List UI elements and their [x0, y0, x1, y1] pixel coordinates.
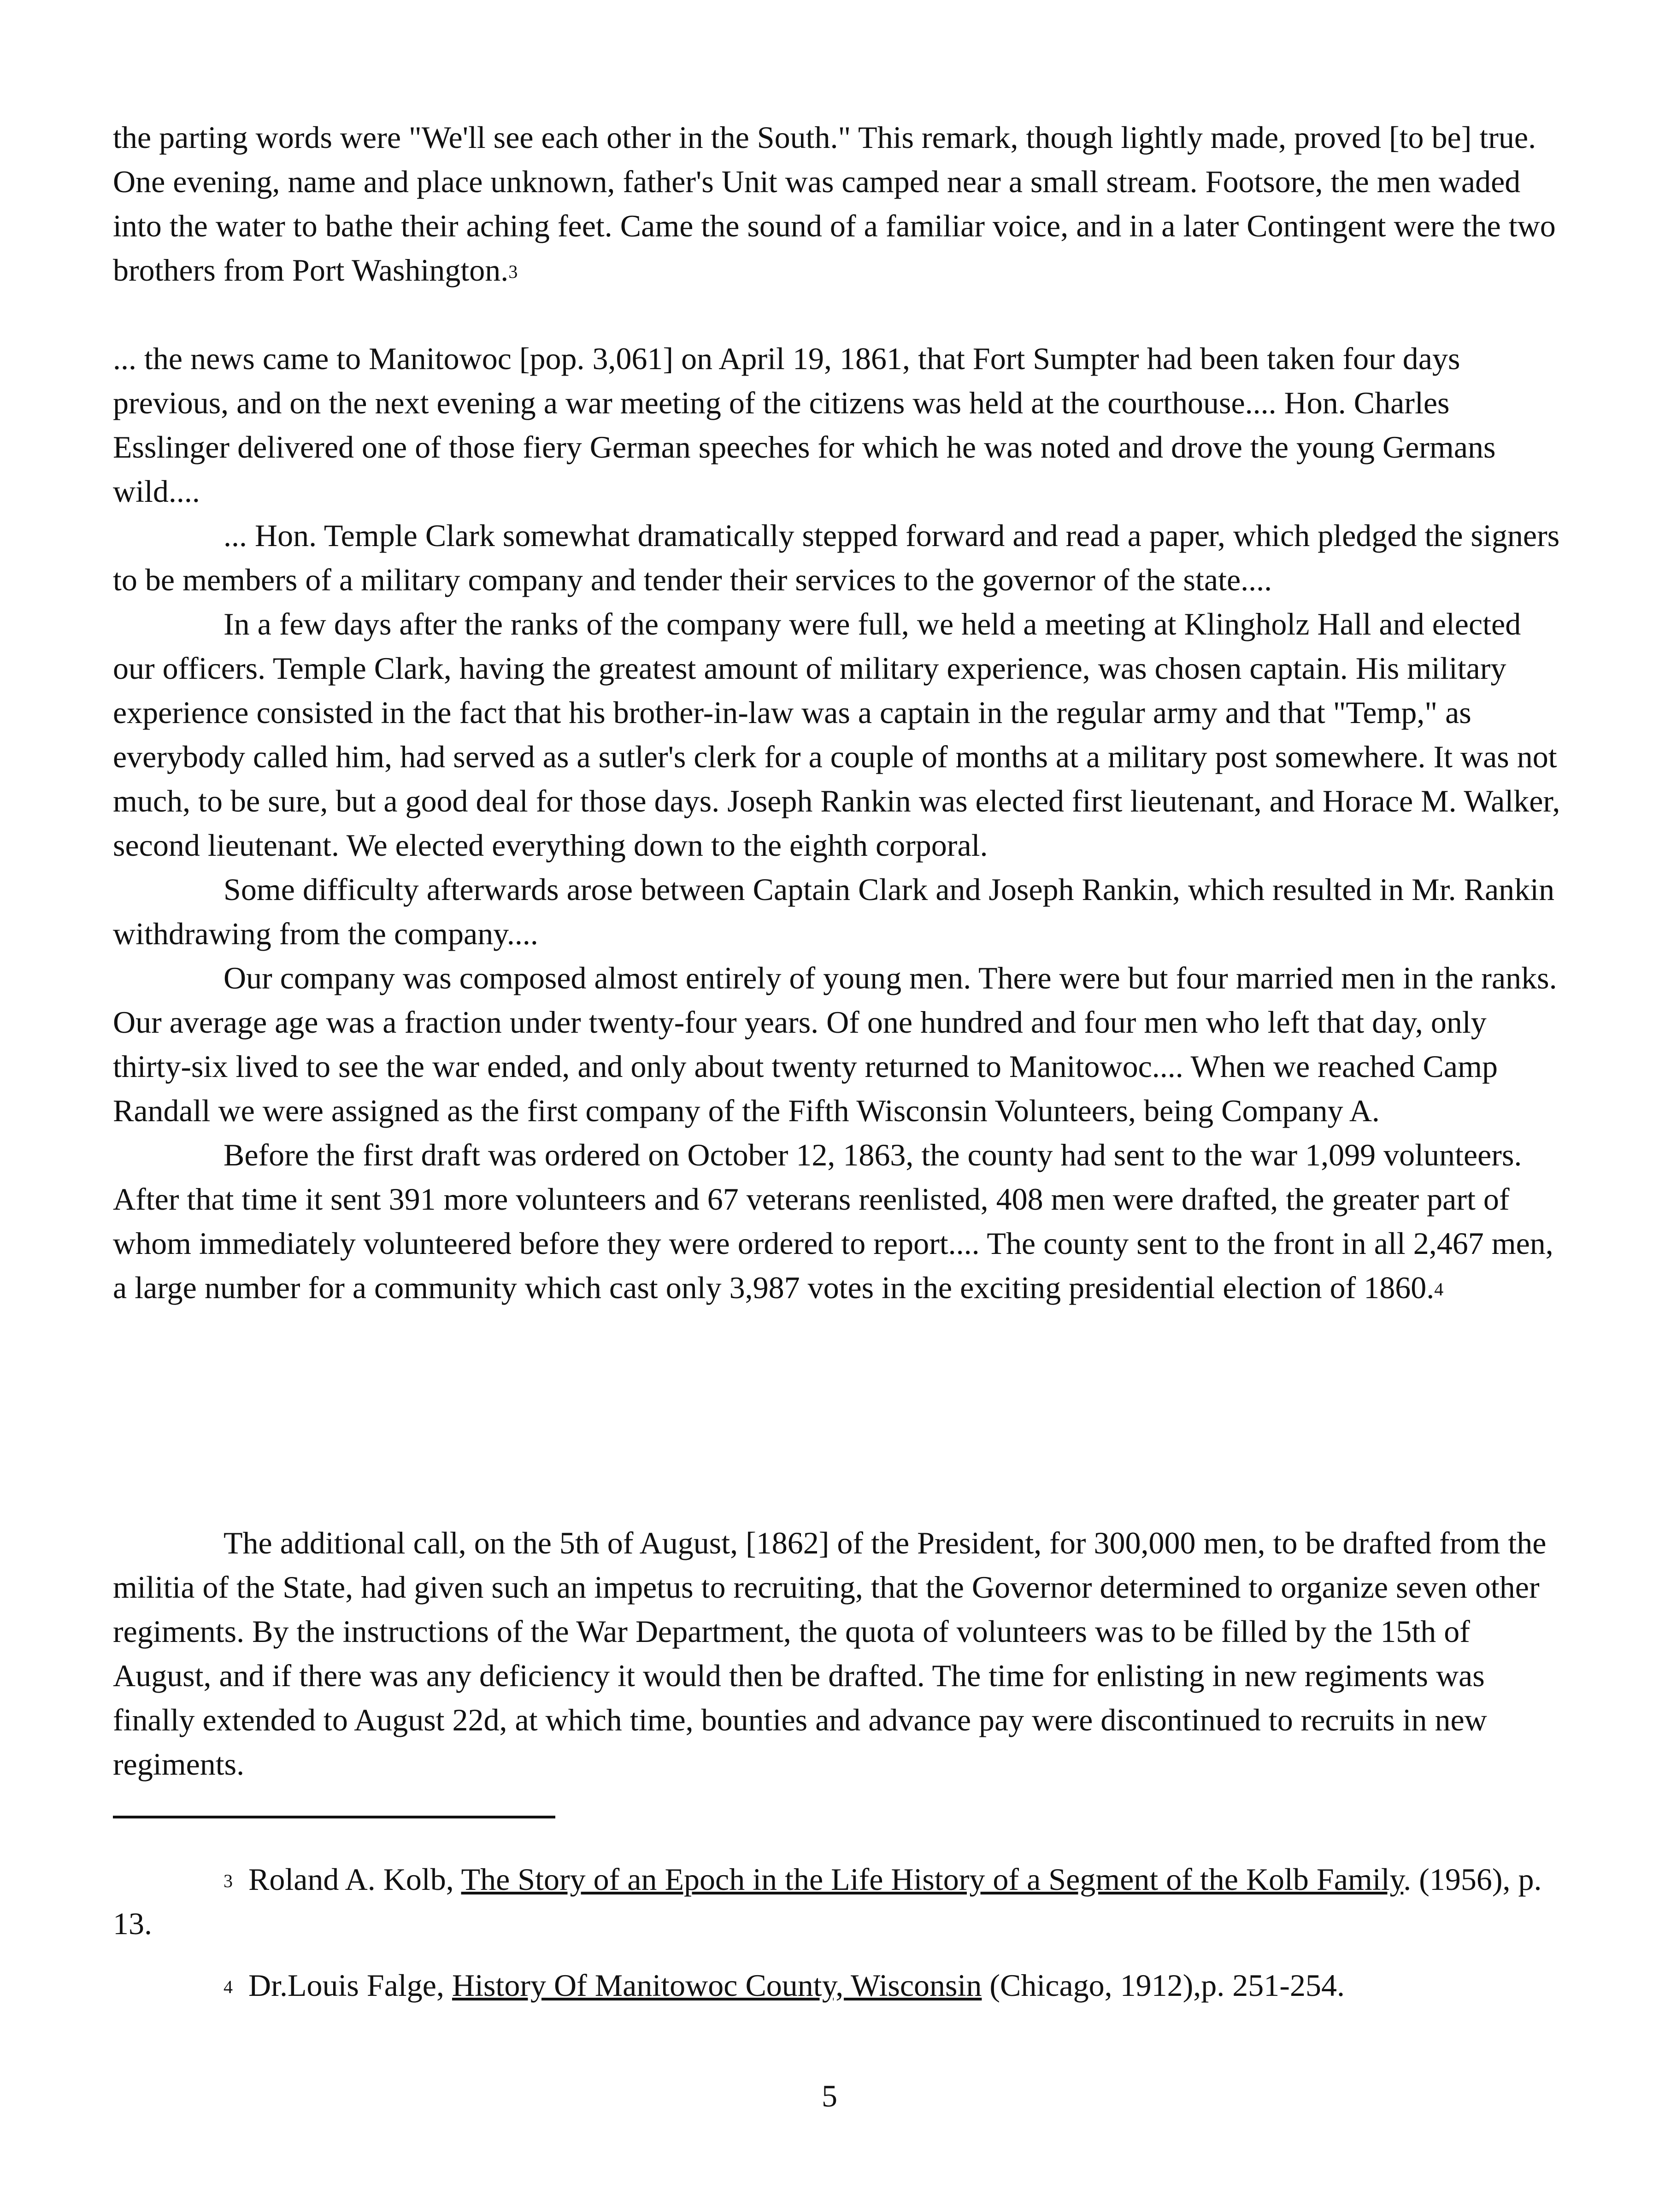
footnote-3-title: The Story of an Epoch in the Life History of a Segment of the Kolb Family — [461, 1862, 1404, 1897]
parting-words-paragraph — [113, 115, 1565, 292]
footnote-ref-3: 3 — [508, 261, 518, 282]
quote-block-manitowoc-history — [113, 336, 1565, 1310]
footnote-4-number: 4 — [224, 1977, 233, 1997]
additional-call-paragraph: The additional call, on the 5th of August, [1862] of the President, for 300,000 men, to be drafted from the militia of the State, had given such an impetus to recruiting, that the Governor determined to organize seven other regiments. By the instructions of the War Department, the quota of volunteers was to be filled by the 15th of August, and if there was any deficiency it would then be drafted. The time for enlisting in new regiments was finally extended to August 22d, at which time, bounties and advance pay were discontinued to recruits in new regiments. — [113, 1525, 1547, 1782]
manitowoc-paragraph-4: Some difficulty afterwards arose between Captain Clark and Joseph Rankin, which resulted in Mr. Rankin withdrawing from the company.... — [113, 872, 1555, 951]
footnote-3-number: 3 — [224, 1871, 233, 1891]
manitowoc-paragraph-1: ... the news came to Manitowoc [pop. 3,061] on April 19, 1861, that Fort Sumpter had been taken four days previous, and on the next evening a war meeting of the citizens was held at the courthouse.... Hon. Charles Esslinger delivered one of those fiery German speeches for which he was noted and drove the young Germans wild.... — [113, 341, 1496, 509]
manitowoc-paragraph-6-text: Before the first draft was ordered on October 12, 1863, the county had sent to the war 1,099 volunteers. After that time it sent 391 more volunteers and 67 veterans reenlisted, 408 men were drafted, the greater part of whom immediately volunteered before they were ordered to report.... The county sent to the front in all 2,467 men, a large number for a community which cast only 3,987 votes in the exciting presidential election of 1860. — [113, 1137, 1553, 1305]
manitowoc-paragraph-2: ... Hon. Temple Clark somewhat dramatically stepped forward and read a paper, which pledged the signers to be members of a military company and tender their services to the governor of the state.... — [113, 518, 1560, 597]
footnote-4 — [113, 1963, 1565, 2007]
quote-block-parting-words — [113, 115, 1565, 292]
footnote-4-rest: (Chicago, 1912),p. 251-254. — [982, 1968, 1345, 2003]
footnote-3-rest: . (1956), p. 13. — [113, 1862, 1542, 1941]
manitowoc-paragraph-5: Our company was composed almost entirely of young men. There were but four married men in the ranks. Our average age was a fraction under twenty-four years. Of one hundred and four men who left that day, only thirty-six lived to see the war ended, and only about twenty returned to Manitowoc.... When we reached Camp Randall we were assigned as the first company of the Fifth Wisconsin Volunteers, being Company A. — [113, 960, 1557, 1128]
footnote-3-author: Roland A. Kolb, — [248, 1862, 454, 1897]
footnote-ref-4: 4 — [1434, 1279, 1444, 1300]
footnote-4-author: Dr.Louis Falge, — [248, 1968, 444, 2003]
parting-words-text: the parting words were "We'll see each other in the South." This remark, though lightly made, proved [to be] true. One evening, name and place unknown, father's Unit was camped near a small stream. Footsore, the men waded into the water to bathe their aching feet. Came the sound of a familiar voice, and in a later Contingent were the two brothers from Port Washington. — [113, 120, 1556, 288]
manitowoc-paragraph-3: In a few days after the ranks of the company were full, we held a meeting at Klingholz Hall and elected our officers. Temple Clark, having the greatest amount of military experience, was chosen captain. His military experience consisted in the fact that his brother-in-law was a captain in the regular army and that "Temp," as everybody called him, had served as a sutler's clerk for a couple of months at a military post somewhere. It was not much, to be sure, but a good deal for those days. Joseph Rankin was elected first lieutenant, and Horace M. Walker, second lieutenant. We elected everything down to the eighth corporal. — [113, 606, 1560, 863]
page-number: 5 — [822, 2078, 837, 2113]
manitowoc-paragraph-6 — [113, 1133, 1565, 1310]
footnote-4-title: History Of Manitowoc County, Wisconsin — [452, 1968, 982, 2003]
quote-block-additional-call — [113, 1521, 1565, 1786]
footnote-3 — [113, 1857, 1565, 1946]
footnote-separator — [113, 1816, 555, 1818]
